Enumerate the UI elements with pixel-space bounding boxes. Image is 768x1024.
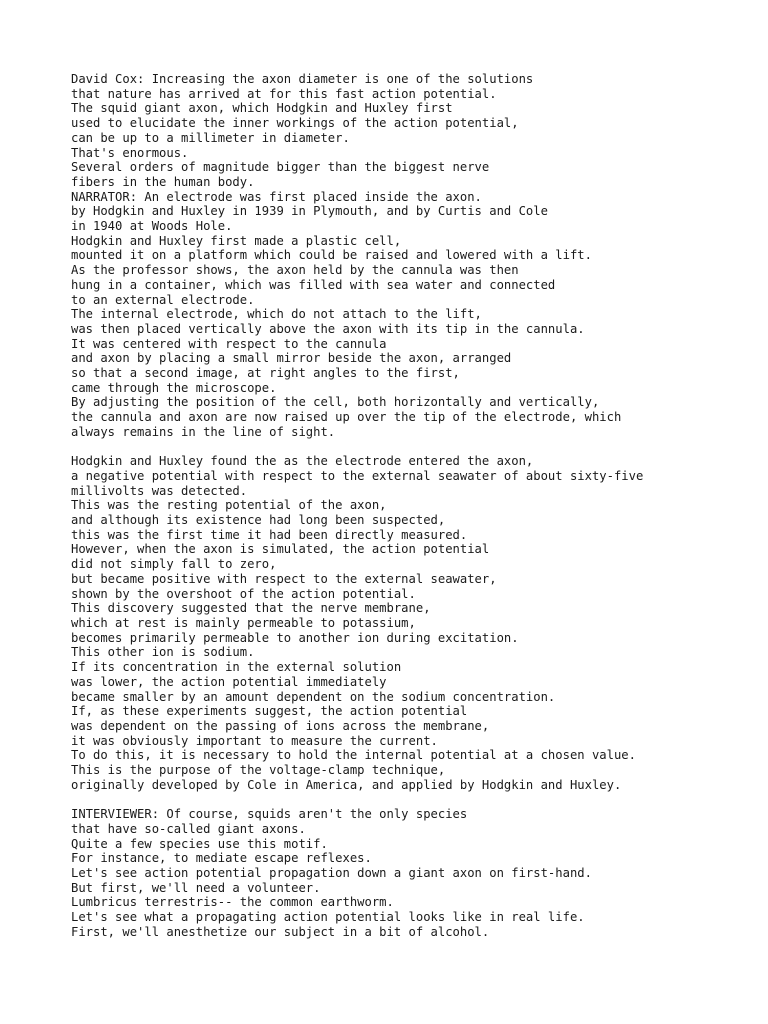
transcript-line: Several orders of magnitude bigger than the biggest nerve (71, 160, 490, 175)
transcript-paragraph (71, 72, 751, 440)
transcript-line: David Cox: Increasing the axon diameter is one of the solutions (71, 72, 534, 86)
transcript-line: Let's see action potential propagation down a giant axon on first-hand. (71, 865, 592, 880)
transcript-line: This was the resting potential of the axon, (71, 498, 387, 513)
transcript-line: Hodgkin and Huxley first made a plastic cell, (71, 233, 402, 248)
transcript-line: this was the first time it had been directly measured. (71, 527, 468, 542)
transcript-text (71, 72, 751, 939)
transcript-line: If, as these experiments suggest, the action potential (71, 704, 468, 719)
transcript-line: used to elucidate the inner workings of the action potential, (71, 116, 519, 131)
transcript-line: millivolts was detected. (71, 483, 248, 498)
transcript-line: mounted it on a platform which could be raised and lowered with a lift. (71, 248, 592, 263)
transcript-line: and axon by placing a small mirror beside the axon, arranged (71, 351, 512, 366)
transcript-line: For instance, to mediate escape reflexes. (71, 851, 372, 866)
transcript-line: to an external electrode. (71, 292, 255, 307)
transcript-line: But first, we'll need a volunteer. (71, 880, 321, 895)
transcript-line: First, we'll anesthetize our subject in a bit of alcohol. (71, 924, 490, 939)
transcript-line: The squid giant axon, which Hodgkin and Huxley first (71, 101, 453, 116)
transcript-line: This is the purpose of the voltage-clamp technique, (71, 763, 446, 778)
transcript-line: As the professor shows, the axon held by the cannula was then (71, 263, 519, 278)
transcript-line: hung in a container, which was filled with sea water and connected (71, 277, 556, 292)
transcript-paragraph (71, 454, 751, 792)
transcript-line: that have so-called giant axons. (71, 821, 306, 836)
transcript-paragraph (71, 807, 751, 939)
transcript-line: fibers in the human body. (71, 174, 255, 189)
transcript-line: INTERVIEWER: Of course, squids aren't the only species (71, 807, 468, 822)
transcript-line: This other ion is sodium. (71, 645, 255, 660)
transcript-line: Hodgkin and Huxley found the as the electrode entered the axon, (71, 454, 534, 469)
transcript-line: in 1940 at Woods Hole. (71, 219, 233, 234)
transcript-line: and although its existence had long been suspected, (71, 513, 446, 528)
transcript-line: can be up to a millimeter in diameter. (71, 130, 350, 145)
transcript-line: by Hodgkin and Huxley in 1939 in Plymouth, and by Curtis and Cole (71, 204, 548, 219)
transcript-line: That's enormous. (71, 145, 189, 160)
transcript-line: that nature has arrived at for this fast action potential. (71, 86, 497, 101)
transcript-line: Lumbricus terrestris-- the common earthworm. (71, 895, 394, 910)
transcript-line: so that a second image, at right angles to the first, (71, 366, 460, 381)
transcript-line: If its concentration in the external solution (71, 660, 402, 675)
transcript-line: always remains in the line of sight. (71, 424, 336, 439)
transcript-line: was dependent on the passing of ions across the membrane, (71, 718, 490, 733)
transcript-line: was lower, the action potential immediately (71, 674, 387, 689)
transcript-line: This discovery suggested that the nerve membrane, (71, 601, 431, 616)
transcript-line: Quite a few species use this motif. (71, 836, 328, 851)
transcript-line: which at rest is mainly permeable to potassium, (71, 616, 416, 630)
transcript-line: NARRATOR: An electrode was first placed inside the axon. (71, 189, 482, 204)
transcript-line: a negative potential with respect to the external seawater of about sixty-five (71, 468, 644, 483)
transcript-line: did not simply fall to zero, (71, 557, 277, 572)
transcript-line: originally developed by Cole in America, and applied by Hodgkin and Huxley. (71, 777, 622, 792)
transcript-line: It was centered with respect to the cannula (71, 336, 387, 351)
transcript-line: becomes primarily permeable to another ion during excitation. (71, 630, 519, 645)
transcript-line: Let's see what a propagating action potential looks like in real life. (71, 910, 585, 925)
transcript-line: was then placed vertically above the axon with its tip in the cannula. (71, 321, 585, 336)
transcript-line: shown by the overshoot of the action potential. (71, 586, 416, 601)
transcript-line: but became positive with respect to the external seawater, (71, 571, 497, 586)
transcript-line: it was obviously important to measure the current. (71, 733, 438, 748)
transcript-line: the cannula and axon are now raised up over the tip of the electrode, which (71, 410, 622, 425)
transcript-line: To do this, it is necessary to hold the internal potential at a chosen value. (71, 748, 636, 763)
transcript-line: By adjusting the position of the cell, both horizontally and vertically, (71, 395, 600, 410)
transcript-line: came through the microscope. (71, 380, 277, 395)
transcript-line: However, when the axon is simulated, the action potential (71, 542, 490, 557)
transcript-line: became smaller by an amount dependent on the sodium concentration. (71, 689, 556, 704)
transcript-line: The internal electrode, which do not attach to the lift, (71, 307, 482, 322)
